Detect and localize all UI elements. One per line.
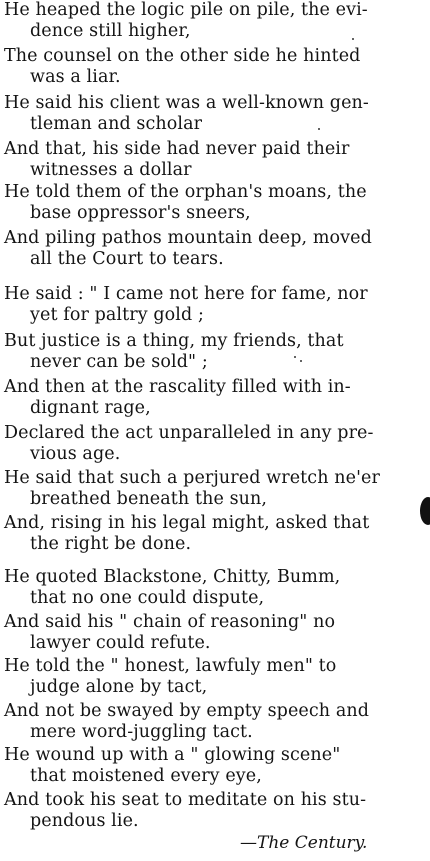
poem-line: He wound up with a " glowing scene" (4, 745, 341, 765)
poem-line: yet for paltry gold ; (30, 305, 204, 325)
poem-line: The counsel on the other side he hinted (4, 46, 361, 66)
poem-line: He said that such a perjured wretch ne'er (4, 468, 380, 488)
poem-line: judge alone by tact, (30, 677, 208, 697)
source-credit: —The Century. (240, 833, 368, 853)
poem-line: Declared the act unparalleled in any pre- (4, 423, 374, 443)
poem-line: And then at the rascality filled with in- (4, 377, 351, 397)
poem-line: And, rising in his legal might, asked that (4, 513, 370, 533)
poem-line: And not be swayed by empty speech and (4, 701, 370, 721)
ink-speck (318, 128, 320, 130)
poem-line: mere word-juggling tact. (30, 722, 253, 742)
poem-line: He quoted Blackstone, Chitty, Bumm, (4, 567, 341, 587)
poem-line: the right be done. (30, 534, 192, 554)
poem-line: And that, his side had never paid their (4, 139, 350, 159)
poem-line: never can be sold" ; (30, 352, 208, 372)
poem-line: But justice is a thing, my friends, that (4, 331, 344, 351)
poem-line: dignant rage, (30, 398, 151, 418)
ink-blot (420, 497, 430, 525)
poem-line: that moistened every eye, (30, 766, 262, 786)
poem-line: pendous lie. (30, 811, 139, 831)
poem-line: He told the " honest, lawfuly men" to (4, 656, 337, 676)
poem-line: lawyer could refute. (30, 633, 211, 653)
poem-line: He told them of the orphan's moans, the (4, 182, 367, 202)
poem-line: And piling pathos mountain deep, moved (4, 228, 372, 248)
ink-speck (300, 360, 302, 362)
poem-line: He heaped the logic pile on pile, the evi- (4, 0, 368, 20)
poem-line: dence still higher, (30, 21, 191, 41)
poem-line: He said : " I came not here for fame, nor (4, 284, 368, 304)
ink-speck (294, 356, 296, 358)
poem-line: was a liar. (30, 67, 121, 87)
poem-line: And said his " chain of reasoning" no (4, 612, 336, 632)
poem-line: that no one could dispute, (30, 588, 265, 608)
poem-line: witnesses a dollar (30, 160, 192, 180)
poem-line: base oppressor's sneers, (30, 203, 251, 223)
ink-speck (352, 38, 354, 40)
poem-line: tleman and scholar (30, 114, 203, 134)
poem-line: breathed beneath the sun, (30, 489, 268, 509)
poem-line: And took his seat to meditate on his stu- (4, 790, 367, 810)
poem-line: He said his client was a well-known gen- (4, 93, 369, 113)
poem-line: vious age. (30, 444, 121, 464)
poem-line: all the Court to tears. (30, 249, 224, 269)
